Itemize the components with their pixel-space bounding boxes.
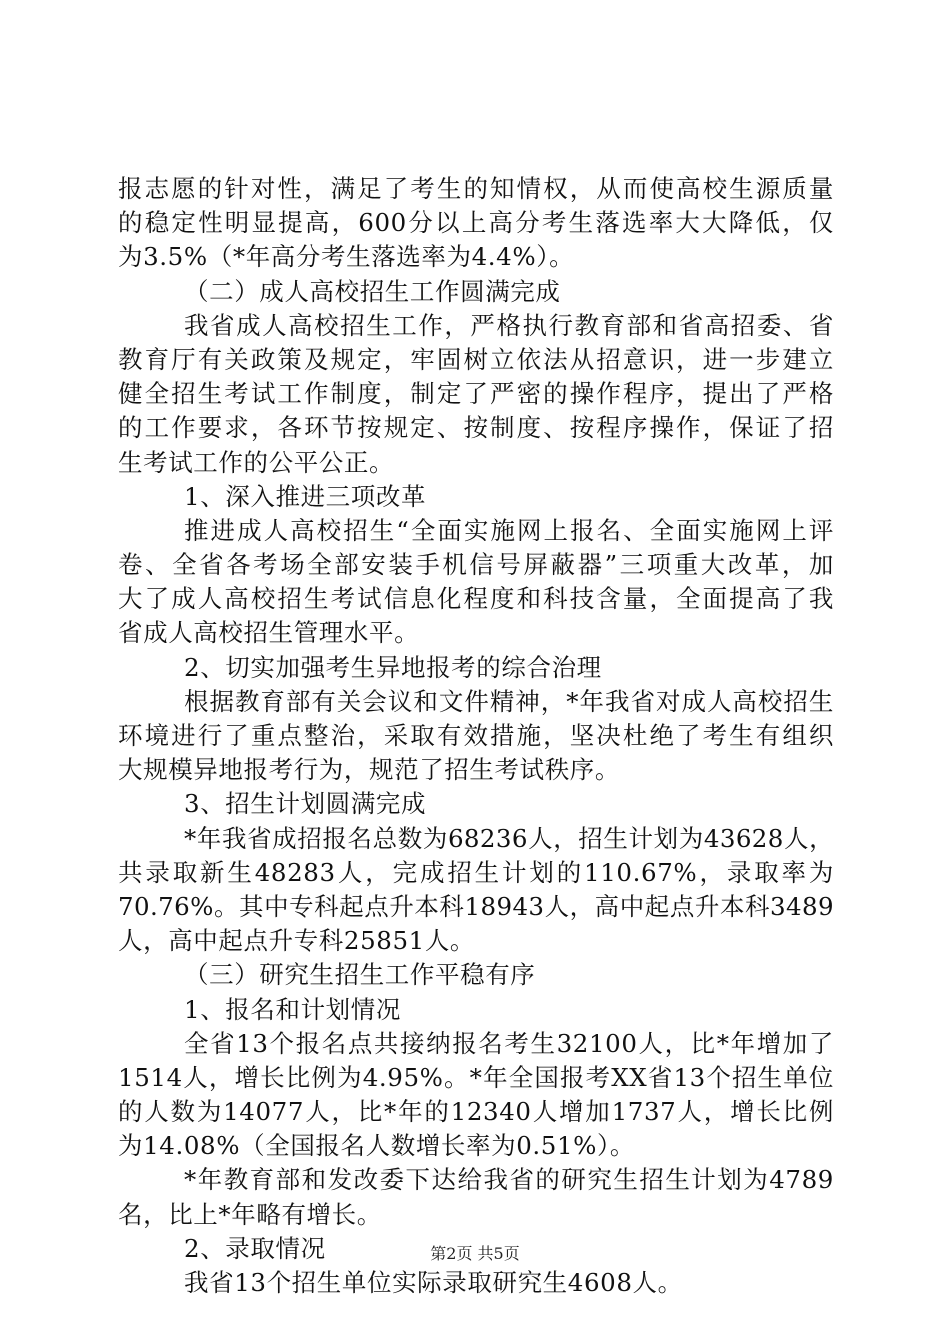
paragraph-line: 为14.08%（全国报名人数增长率为0.51%）。 bbox=[118, 1131, 635, 1161]
paragraph-line: 人，高中起点升专科25851人。 bbox=[118, 926, 476, 956]
section-heading: （二）成人高校招生工作圆满完成 bbox=[184, 276, 561, 306]
paragraph-line: 的稳定性明显提高，600分以上高分考生落选率大大降低，仅 bbox=[118, 208, 834, 238]
paragraph-line: 根据教育部有关会议和文件精神，*年我省对成人高校招生 bbox=[184, 686, 834, 716]
paragraph-line: 名，比上*年略有增长。 bbox=[118, 1199, 382, 1229]
paragraph-line: 我省13个招生单位实际录取研究生4608人。 bbox=[184, 1268, 683, 1297]
subsection-heading: 1、报名和计划情况 bbox=[184, 994, 401, 1024]
subsection-heading: 2、切实加强考生异地报考的综合治理 bbox=[184, 652, 602, 682]
paragraph-line: 生考试工作的公平公正。 bbox=[118, 447, 395, 477]
paragraph-line: 省成人高校招生管理水平。 bbox=[118, 618, 420, 648]
document-body bbox=[118, 172, 834, 1300]
subsection-heading: 3、招生计划圆满完成 bbox=[184, 789, 427, 819]
paragraph-line: 为3.5%（*年高分考生落选率为4.4%）。 bbox=[118, 242, 575, 272]
paragraph-line: 环境进行了重点整治，采取有效措施，坚决杜绝了考生有组织 bbox=[118, 721, 834, 750]
paragraph-line: 1514人，增长比例为4.95%。*年全国报考XX省13个招生单位 bbox=[118, 1062, 834, 1092]
paragraph-line: 推进成人高校招生“全面实施网上报名、全面实施网上评 bbox=[184, 515, 834, 545]
page-footer: 第2页 共5页 bbox=[430, 1244, 520, 1263]
paragraph-line: 我省成人高校招生工作，严格执行教育部和省高招委、省 bbox=[184, 310, 834, 340]
subsection-heading: 1、深入推进三项改革 bbox=[184, 481, 427, 511]
section-heading: （三）研究生招生工作平稳有序 bbox=[184, 960, 536, 990]
paragraph-line: 全省13个报名点共接纳报名考生32100人，比*年增加了 bbox=[184, 1028, 834, 1058]
paragraph-line: 的工作要求，各环节按规定、按制度、按程序操作，保证了招 bbox=[118, 413, 834, 443]
paragraph-line: 70.76%。其中专科起点升本科18943人，高中起点升本科3489 bbox=[118, 891, 834, 921]
paragraph-line: 教育厅有关政策及规定，牢固树立依法从招意识，进一步建立 bbox=[118, 344, 834, 374]
subsection-heading: 2、录取情况 bbox=[184, 1233, 326, 1263]
paragraph-line: 健全招生考试工作制度，制定了严密的操作程序，提出了严格 bbox=[118, 379, 834, 409]
paragraph-line: 大了成人高校招生考试信息化程度和科技含量，全面提高了我 bbox=[118, 584, 834, 614]
paragraph-line: *年教育部和发改委下达给我省的研究生招生计划为4789 bbox=[184, 1165, 834, 1195]
paragraph-line: 报志愿的针对性，满足了考生的知情权，从而使高校生源质量 bbox=[118, 174, 834, 203]
paragraph-line: 共录取新生48283人，完成招生计划的110.67%，录取率为 bbox=[118, 857, 834, 887]
paragraph-line: 大规模异地报考行为，规范了招生考试秩序。 bbox=[118, 755, 620, 785]
paragraph-line: 的人数为14077人，比*年的12340人增加1737人，增长比例 bbox=[118, 1097, 834, 1127]
paragraph-line: 卷、全省各考场全部安装手机信号屏蔽器”三项重大改革，加 bbox=[118, 550, 834, 580]
paragraph-line: *年我省成招报名总数为68236人，招生计划为43628人， bbox=[184, 823, 834, 853]
